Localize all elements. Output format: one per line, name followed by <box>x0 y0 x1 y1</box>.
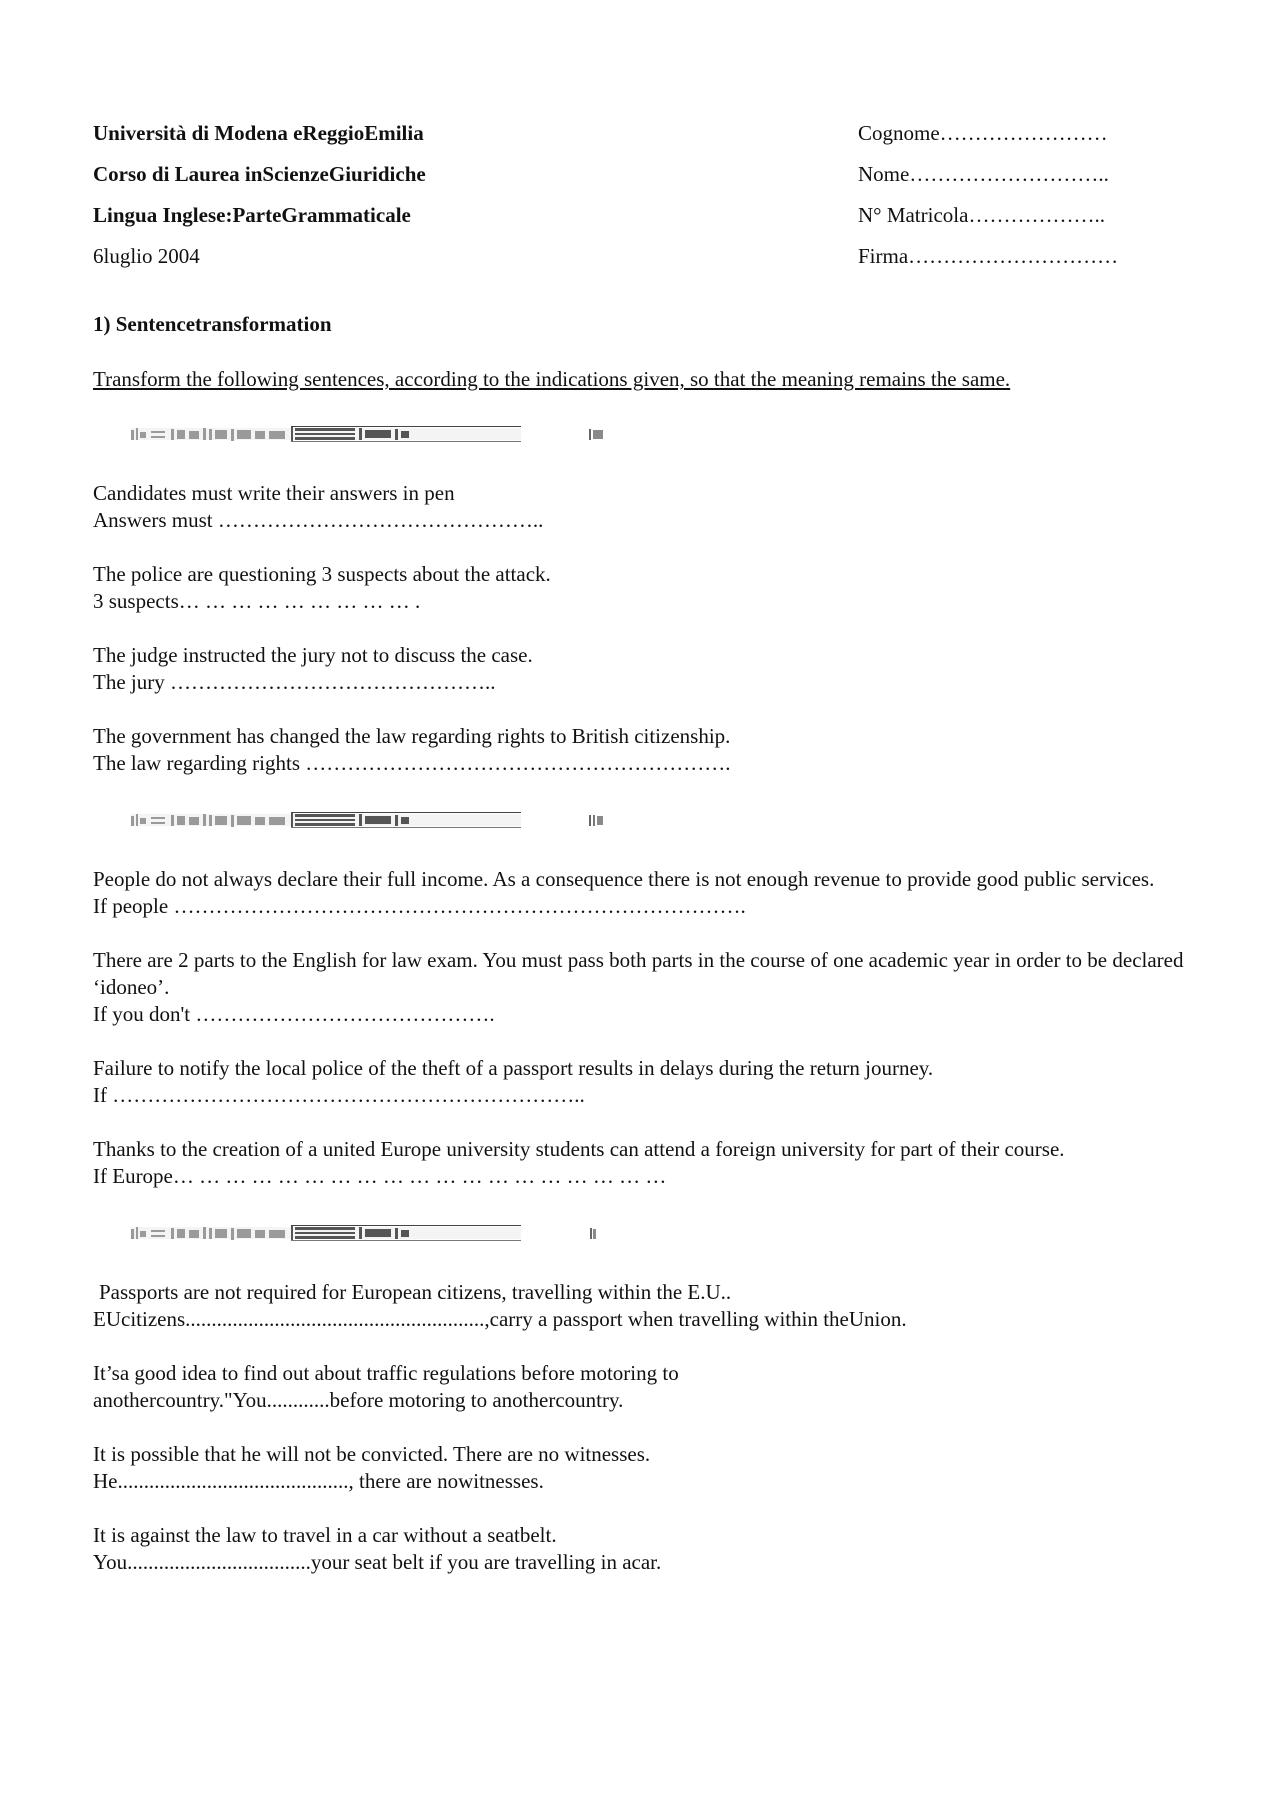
exercise-item-7 <box>93 1055 1203 1109</box>
original-sentence: Failure to notify the local police of the theft of a passport results in delays during the return journey. <box>93 1056 934 1080</box>
garbled-heading-2 <box>93 804 1203 840</box>
garbled-heading-3 <box>93 1217 1203 1253</box>
original-sentence: The police are questioning 3 suspects about the attack. <box>93 562 551 586</box>
transformation-prompt: You...................................your seat belt if you are travelling in acar. <box>93 1550 662 1574</box>
transformation-prompt: If people ………………………………………………………………………. <box>93 894 746 918</box>
garbled-heading-1 <box>93 418 1203 454</box>
transformation-prompt: EUcitizens.........................................................,carry a passport when travelling within theUnion. <box>93 1307 907 1331</box>
exercise-item-2 <box>93 561 1203 615</box>
original-sentence: The government has changed the law regarding rights to British citizenship. <box>93 724 731 748</box>
exercise-content <box>93 418 1203 1603</box>
exercise-item-9 <box>93 1279 1203 1333</box>
exercise-item-5 <box>93 866 1203 920</box>
original-sentence: There are 2 parts to the English for law exam. You must pass both parts in the course of one academic year in order to be declared ‘idoneo’. <box>93 948 1184 999</box>
transformation-prompt: He............................................, there are nowitnesses. <box>93 1469 544 1493</box>
original-sentence: It is possible that he will not be convicted. There are no witnesses. <box>93 1442 651 1466</box>
scan-artifact-graphic <box>131 810 521 830</box>
scan-artifact-graphic <box>131 1223 521 1243</box>
transformation-prompt: The law regarding rights ……………………………………………………. <box>93 751 731 775</box>
university-name: Università di Modena eReggioEmilia <box>93 121 424 145</box>
degree-course: Corso di Laurea inScienzeGiuridiche <box>93 162 426 186</box>
signature-field: Firma………………………… <box>858 244 1119 268</box>
name-field: Nome……………………….. <box>858 162 1109 186</box>
original-sentence: It is against the law to travel in a car without a seatbelt. <box>93 1523 557 1547</box>
section-title: 1) Sentencetransformation <box>93 312 332 336</box>
exercise-item-3 <box>93 642 1203 696</box>
original-sentence: The judge instructed the jury not to discuss the case. <box>93 643 533 667</box>
transformation-prompt: 3 suspects… … … … … … … … … . <box>93 589 421 613</box>
original-sentence: Passports are not required for European citizens, travelling within the E.U.. <box>99 1280 732 1304</box>
transformation-prompt: If Europe… … … … … … … … … … … … … … … … … … … <box>93 1164 667 1188</box>
transformation-prompt: anothercountry."You............before motoring to anothercountry. <box>93 1388 624 1412</box>
exercise-item-10 <box>93 1360 1203 1414</box>
transformation-prompt: Answers must ……………………………………….. <box>93 508 544 532</box>
transformation-prompt: The jury ……………………………………….. <box>93 670 496 694</box>
exercise-item-4 <box>93 723 1203 777</box>
scan-artifact-mark <box>588 424 604 444</box>
original-sentence: It’sa good idea to find out about traffic regulations before motoring to <box>93 1361 679 1385</box>
header-institution-block <box>93 120 793 284</box>
original-sentence: Thanks to the creation of a united Europe university students can attend a foreign university for part of their course. <box>93 1137 1065 1161</box>
exercise-item-12 <box>93 1522 1203 1576</box>
exercise-item-11 <box>93 1441 1203 1495</box>
exercise-item-8 <box>93 1136 1203 1190</box>
scan-artifact-mark <box>588 810 604 830</box>
student-id-field: N° Matricola……………….. <box>858 203 1105 227</box>
exercise-item-1 <box>93 480 1203 534</box>
original-sentence: Candidates must write their answers in pen <box>93 481 455 505</box>
exercise-item-6 <box>93 947 1203 1028</box>
exam-date: 6luglio 2004 <box>93 244 200 268</box>
exam-subject: Lingua Inglese:ParteGrammaticale <box>93 203 411 227</box>
scan-artifact-mark <box>588 1223 598 1243</box>
instructions: Transform the following sentences, according to the indications given, so that the meaning remains the same. <box>93 367 1011 391</box>
original-sentence: People do not always declare their full income. As a consequence there is not enough revenue to provide good public services. <box>93 867 1155 891</box>
transformation-prompt: If you don't ……………………………………. <box>93 1002 495 1026</box>
header-student-fields <box>858 120 1238 284</box>
transformation-prompt: If ………………………………………………………….. <box>93 1083 585 1107</box>
surname-field: Cognome…………………… <box>858 121 1108 145</box>
scan-artifact-graphic <box>131 424 521 444</box>
